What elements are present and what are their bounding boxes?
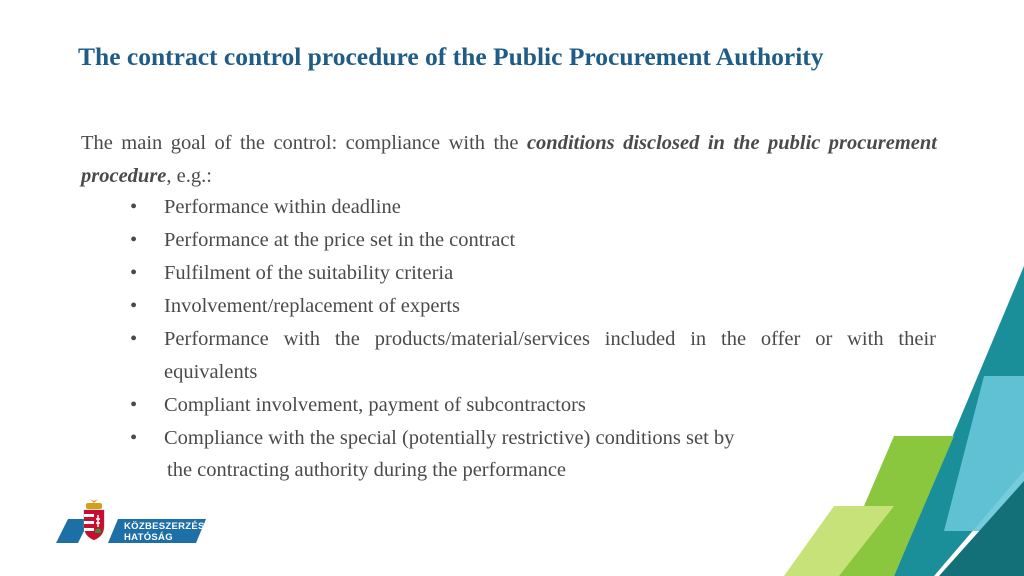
bullet-text: Compliant involvement, payment of subcontractors — [164, 394, 586, 416]
decorative-corner-graphic — [784, 266, 1024, 576]
bullet-glyph: • — [130, 328, 138, 350]
slide-title: The contract control procedure of the Public Procurement Authority — [78, 42, 824, 71]
bullet-text: Performance with the products/material/services included in the offer or with their equivalents — [164, 328, 936, 383]
intro-emphasis: conditions disclosed in the public procurement procedure — [81, 132, 938, 187]
bullet-item — [130, 224, 936, 257]
bullet-glyph: • — [130, 262, 138, 284]
intro-paragraph — [81, 127, 937, 193]
bullet-glyph: • — [130, 394, 138, 416]
bullet-glyph: • — [130, 229, 138, 251]
logo-text-line2: HATÓSÁG — [124, 532, 173, 543]
bullet-text: Involvement/replacement of experts — [164, 295, 460, 317]
bullet-glyph: • — [130, 295, 138, 317]
intro-tail: , e.g.: — [166, 165, 212, 187]
intro-lead: The main goal of the control: compliance with the — [81, 132, 527, 154]
bullet-glyph: • — [130, 427, 138, 449]
authority-logo — [56, 497, 208, 558]
bullet-glyph: • — [130, 196, 138, 218]
bullet-text: Fulfilment of the suitability criteria — [164, 262, 454, 284]
logo-text-line1: KÖZBESZERZÉSI — [124, 521, 208, 532]
bullet-continuation: the contracting authority during the performance — [167, 459, 567, 481]
bullet-item — [130, 191, 936, 224]
hungarian-coat-of-arms-icon — [84, 499, 104, 540]
bullet-text: Performance at the price set in the contract — [164, 229, 516, 251]
bullet-text: Compliance with the special (potentially restrictive) conditions set by — [164, 427, 735, 449]
bullet-text: Performance within deadline — [164, 196, 401, 218]
